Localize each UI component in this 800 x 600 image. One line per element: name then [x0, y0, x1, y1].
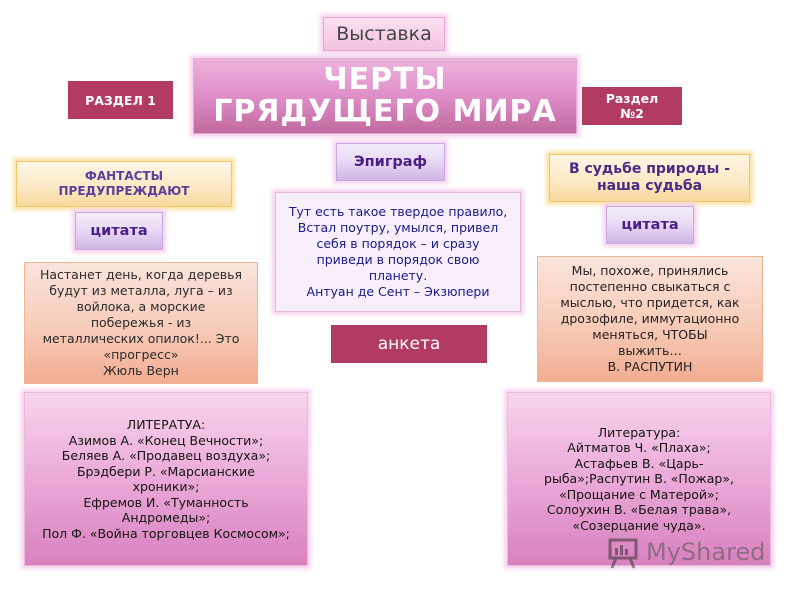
right-literature-text: [544, 425, 734, 534]
right-literature-line: «Прощание с Матерой»;: [559, 486, 719, 502]
quote-label-left-box: [75, 212, 163, 250]
left-quote-text: [40, 267, 242, 379]
right-literature-line: рыба»;Распутин В. «Пожар»,: [544, 471, 734, 487]
quote-label-left: цитата: [90, 223, 148, 239]
left-quote-line: войлока, а морские: [76, 299, 206, 314]
epigraph-author: Антуан де Сент – Экзюпери: [306, 284, 490, 299]
right-literature-line: Айтматов Ч. «Плаха»;: [567, 440, 711, 456]
main-title-box: [193, 58, 577, 134]
right-literature-line: Солоухин В. «Белая трава»,: [546, 502, 732, 518]
main-title: ЧЕРТЫ ГРЯДУЩЕГО МИРА: [213, 62, 557, 129]
left-literature-line: Пол Ф. «Война торговцев Космосом»;: [42, 525, 290, 541]
right-quote-line: выжить…: [618, 343, 682, 358]
right-literature-line: Астафьев В. «Царь-: [574, 455, 704, 471]
left-literature-line: Ефремов И. «Туманность: [83, 494, 249, 510]
right-quote-line: дрозофиле, иммутационно: [560, 311, 740, 326]
epigraph-label: Эпиграф: [354, 154, 427, 170]
survey-button[interactable]: [331, 325, 487, 363]
epigraph-line: Тут есть такое твердое правило,: [288, 204, 508, 219]
left-quote-line: металлических опилок!... Это: [42, 331, 240, 346]
exhibit-label: Выставка: [336, 23, 432, 45]
left-quote-line: побережья - из: [90, 315, 192, 330]
left-literature-text: [42, 417, 290, 541]
left-literature-line: Беляев А. «Продавец воздуха»;: [61, 448, 271, 463]
right-quote-author: В. РАСПУТИН: [607, 359, 693, 374]
section-2-label: Раздел №2: [605, 91, 659, 121]
epigraph-label-box: [336, 143, 445, 181]
right-quote-box: [537, 256, 763, 382]
epigraph-line: планету.: [368, 268, 428, 283]
watermark-text: MyShared: [646, 538, 766, 566]
watermark: [606, 532, 766, 572]
left-heading: ФАНТАСТЫ ПРЕДУПРЕЖДАЮТ: [58, 169, 190, 198]
left-heading-box: [16, 161, 232, 207]
survey-label: анкета: [377, 334, 441, 354]
section-2-label-box: [582, 87, 682, 125]
left-quote-box: [24, 262, 258, 384]
right-quote-line: постепенно свыкаться с: [569, 279, 731, 294]
epigraph-text-box: [275, 192, 521, 312]
left-literature-line: Азимов А. «Конец Вечности»;: [68, 432, 264, 448]
left-quote-line: «прогресс»: [103, 347, 179, 362]
epigraph-line: приведи в порядок свою: [316, 252, 480, 267]
epigraph-line: Встал поутру, умылся, привел: [297, 220, 499, 235]
epigraph-text: [289, 204, 507, 300]
left-quote-line: будут из металла, луга – из: [49, 283, 233, 298]
section-1-label-box: [68, 81, 173, 119]
right-heading: В судьбе природы - наша судьба: [568, 161, 731, 194]
left-literature-line: хроники»;: [132, 479, 200, 494]
right-heading-box: [549, 154, 750, 202]
epigraph-line: себя в порядок – и сразу: [316, 236, 480, 251]
section-1-label: РАЗДЕЛ 1: [85, 92, 156, 108]
right-literature-heading: Литература:: [597, 424, 681, 440]
left-literature-heading: ЛИТЕРАТУА:: [126, 417, 206, 432]
right-quote-line: Мы, похоже, принялись: [571, 263, 729, 278]
right-literature-line: «Созерцание чуда».: [572, 517, 706, 533]
left-literature-line: Андромеды»;: [121, 510, 211, 525]
quote-label-right: цитата: [621, 217, 679, 233]
left-literature-box: [24, 392, 308, 566]
left-literature-line: Брэдбери Р. «Марсианские: [76, 463, 255, 479]
quote-label-right-box: [606, 206, 694, 244]
right-quote-text: [560, 263, 739, 375]
right-quote-line: меняться, ЧТОБЫ: [592, 327, 708, 342]
right-quote-line: мыслью, что придется, как: [560, 295, 740, 310]
exhibit-label-box: [323, 17, 445, 51]
left-quote-line: Настанет день, когда деревья: [39, 267, 243, 282]
presentation-board-icon: [606, 534, 642, 570]
left-quote-author: Жюль Верн: [103, 363, 179, 378]
